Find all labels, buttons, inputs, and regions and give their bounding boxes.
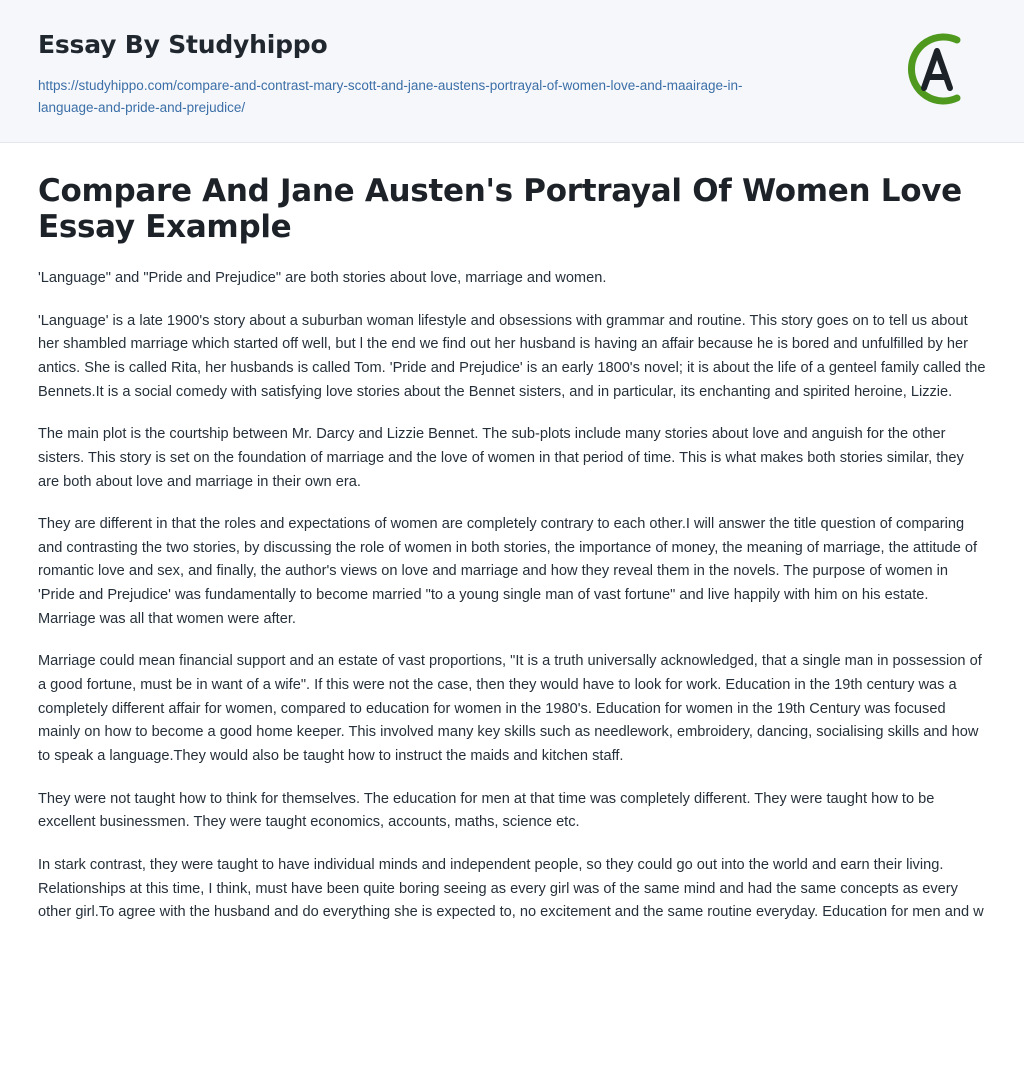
paragraph: Marriage could mean financial support and an estate of vast proportions, "It is a truth universally acknowledged, that a single man in possession of a good fortune, must be in want of a wife". If this were not the case, then they would have to look for work. Education in the 19th century was a completely different affair for women, compared to education for women in the 1980's. Education for women in the 19th Century was focused mainly on how to become a good home keeper. This involved many key skills such as needlework, embroidery, dancing, socialising skills and how to speak a language.They would also be taught how to instruct the maids and kitchen staff. bbox=[38, 653, 982, 764]
paragraph: They are different in that the roles and expectations of women are completely contrary to each other.I will answer the title question of comparing and contrasting the two stories, by discussing the role of women in both stories, the importance of money, the meaning of marriage, the attitude of romantic love and sex, and finally, the author's views on love and marriage and how they reveal them in the novels. The purpose of women in 'Pride and Prejudice' was fundamentally to become married "to a young single man of vast fortune" and live happily with him on his estate. Marriage was all that women were after. bbox=[38, 516, 978, 627]
paragraph: In stark contrast, they were taught to have individual minds and independent people, so they could go out into the world and earn their living. Relationships at this time, I think, must have been quite boring seeing as every girl was of the same mind and had the same concepts as every other girl.To agree with the husband and do everything she is expected to, no excitement and the same routine everyday. Education for men and w bbox=[38, 856, 984, 921]
paragraph: 'Language' is a late 1900's story about a suburban woman lifestyle and obsessions with grammar and routine. This story goes on to tell us about her shambled marriage which started off well, but l the end we find out her husband is having an affair because he is bored and unfulfilled by her antics. She is called Rita, her husbands is called Tom. 'Pride and Prejudice' is an early 1800's novel; it is about the life of a genteel family called the Bennets.It is a social comedy with satisfying love stories about the Bennet sisters, and in particular, its enchanting and spirited heroine, Lizzie. bbox=[38, 312, 986, 400]
page-header bbox=[0, 0, 1024, 143]
brand-title: Essay By Studyhippo bbox=[38, 30, 328, 59]
page-title: Compare And Jane Austen's Portrayal Of Women Love Essay Example bbox=[38, 172, 962, 245]
document-body bbox=[0, 143, 1024, 965]
paragraph: They were not taught how to think for themselves. The education for men at that time was completely different. They were taught how to be excellent businessmen. They were taught economics, accounts, maths, science etc. bbox=[38, 790, 935, 831]
paragraph: 'Language" and "Pride and Prejudice" are both stories about love, marriage and women. bbox=[38, 270, 607, 287]
source-url-link[interactable]: https://studyhippo.com/compare-and-contrast-mary-scott-and-jane-austens-portrayal-of-women-love-and-maairage-in-language-and-pride-and-prejudice/ bbox=[38, 78, 743, 116]
studyhippo-a-logo-icon bbox=[894, 26, 980, 112]
paragraph: The main plot is the courtship between Mr. Darcy and Lizzie Bennet. The sub-plots include many stories about love and anguish for the other sisters. This story is set on the foundation of marriage and the love of women in that period of time. This is what makes both stories similar, they are both about love and marriage in their own era. bbox=[38, 426, 964, 490]
